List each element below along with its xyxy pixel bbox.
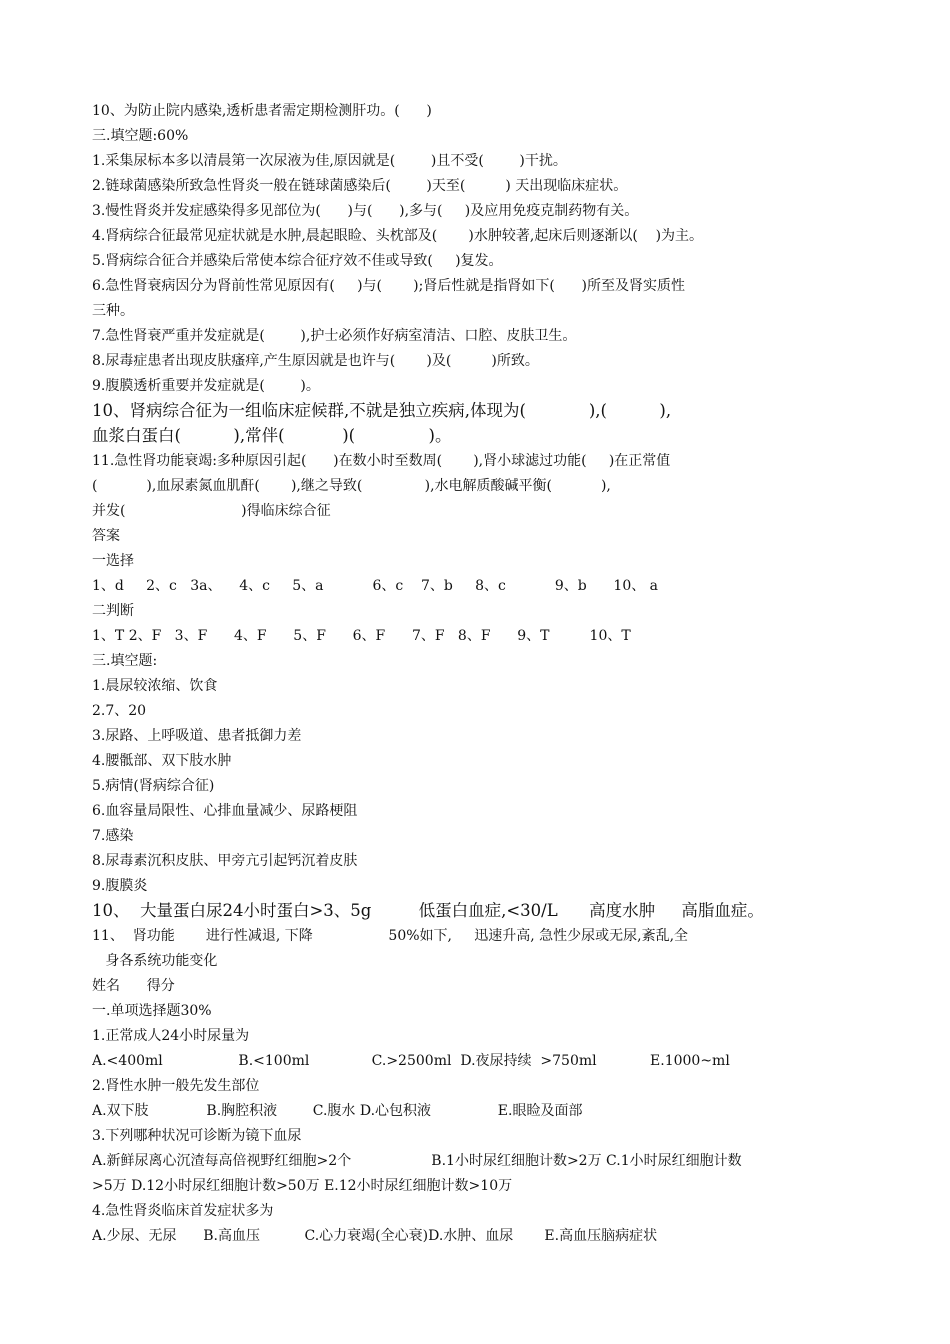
options-line: A.双下肢 B.胸腔积液 C.腹水 D.心包积液 E.眼睑及面部 <box>92 1103 583 1119</box>
text-line: 5.肾病综合征合并感染后常使本综合征疗效不佳或导致( )复发。 <box>92 253 503 269</box>
section-heading: 一.单项选择题30% <box>92 1003 212 1019</box>
text-line: 9.腹膜透析重要并发症就是( )。 <box>92 378 320 394</box>
text-line: 4.肾病综合征最常见症状就是水肿,晨起眼睑、头枕部及( )水肿较著,起床后则逐渐以( )为主。 <box>92 228 704 244</box>
text-line: 2.链球菌感染所致急性肾炎一般在链球菌感染后( )天至( ) 天出现临床症状。 <box>92 178 628 194</box>
answer-line: 2.7、20 <box>92 703 147 719</box>
text-line: 8.尿毒症患者出现皮肤瘙痒,产生原因就是也许与( )及( )所致。 <box>92 353 539 369</box>
text-line: 3.慢性肾炎并发症感染得多见部位为( )与( ),多与( )及应用免疫克制药物有关。 <box>92 203 639 219</box>
answer-line: 4.腰骶部、双下肢水肿 <box>92 753 232 769</box>
question-line: 1.正常成人24小时尿量为 <box>92 1028 250 1044</box>
section-heading: 一选择 <box>92 553 134 569</box>
section-heading: 三.填空题:60% <box>92 128 189 144</box>
text-line: 血浆白蛋白( ),常伴( )( )。 <box>92 426 452 445</box>
text-line: 6.急性肾衰病因分为肾前性常见原因有( )与( );肾后性就是指肾如下( )所至及肾实质性 <box>92 278 685 294</box>
answer-line: 身各系统功能变化 <box>92 953 218 969</box>
answer-line: 5.病情(肾病综合征) <box>92 778 215 794</box>
text-line: ( ),血尿素氮血肌酐( ),继之导致( ),水电解质酸碱平衡( ), <box>92 478 611 494</box>
section-heading: 答案 <box>92 528 120 544</box>
answer-line: 6.血容量局限性、心排血量减少、尿路梗阻 <box>92 803 358 819</box>
header-line: 姓名 得分 <box>92 978 175 994</box>
answer-line: 11、 肾功能 进行性减退, 下降 50%如下, 迅速升高, 急性少尿或无尿,紊乱,全 <box>92 928 689 944</box>
section-heading: 三.填空题: <box>92 653 158 669</box>
answer-line: 1.晨尿较浓缩、饮食 <box>92 678 218 694</box>
options-line: A.少尿、无尿 B.高血压 C.心力衰竭(全心衰)D.水肿、血尿 E.高血压脑病症状 <box>92 1228 658 1244</box>
section-heading: 二判断 <box>92 603 134 619</box>
options-line: A.<400ml B.<100ml C.>2500ml D.夜尿持续 >750ml E.1000~ml <box>92 1053 730 1069</box>
options-line: >5万 D.12小时尿红细胞计数>50万 E.12小时尿红细胞计数>10万 <box>92 1178 513 1194</box>
answer-line: 1、T 2、F 3、F 4、F 5、F 6、F 7、F 8、F 9、T 10、T <box>92 628 631 644</box>
text-line: 7.急性肾衰严重并发症就是( ),护士必须作好病室清洁、口腔、皮肤卫生。 <box>92 328 577 344</box>
text-line: 10、肾病综合征为一组临床症候群,不就是独立疾病,体现为( ),( ), <box>92 401 672 420</box>
text-line: 并发( )得临床综合征 <box>92 503 331 519</box>
answer-line: 8.尿毒素沉积皮肤、甲旁亢引起钙沉着皮肤 <box>92 853 358 869</box>
answer-line: 9.腹膜炎 <box>92 878 148 894</box>
answer-line: 10、 大量蛋白尿24小时蛋白>3、5g 低蛋白血症,<30/L 高度水肿 高脂血症。 <box>92 901 764 920</box>
question-line: 3.下列哪种状况可诊断为镜下血尿 <box>92 1128 302 1144</box>
options-line: A.新鲜尿离心沉渣每高倍视野红细胞>2个 B.1小时尿红细胞计数>2万 C.1小时尿红细胞计数 <box>92 1153 742 1169</box>
text-line: 10、为防止院内感染,透析患者需定期检测肝功。( ) <box>92 103 432 119</box>
text-line: 1.采集尿标本多以清晨第一次尿液为佳,原因就是( )且不受( )干扰。 <box>92 153 567 169</box>
text-line: 三种。 <box>92 303 134 319</box>
question-line: 4.急性肾炎临床首发症状多为 <box>92 1203 274 1219</box>
answer-line: 7.感染 <box>92 828 134 844</box>
text-line: 11.急性肾功能衰竭:多种原因引起( )在数小时至数周( ),肾小球滤过功能( )在正常值 <box>92 453 671 469</box>
question-line: 2.肾性水肿一般先发生部位 <box>92 1078 260 1094</box>
answer-line: 1、d 2、c 3a、 4、c 5、a 6、c 7、b 8、c 9、b 10、 a <box>92 578 659 594</box>
answer-line: 3.尿路、上呼吸道、患者抵御力差 <box>92 728 302 744</box>
